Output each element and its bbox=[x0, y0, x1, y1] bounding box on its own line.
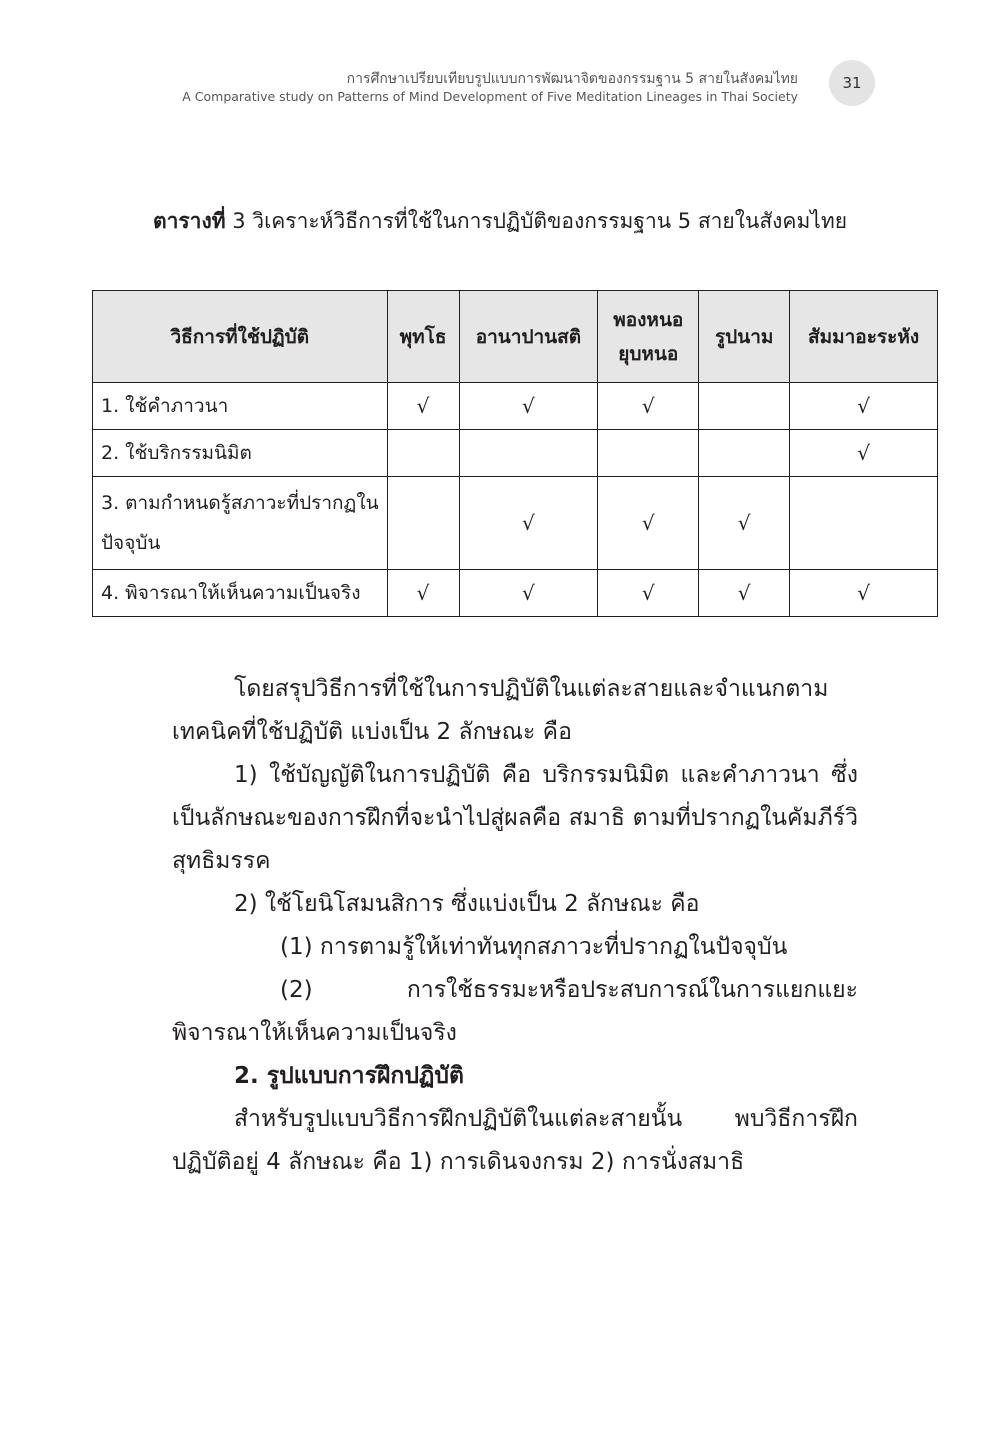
table-row bbox=[93, 430, 938, 477]
table-row bbox=[93, 477, 938, 570]
header-buddho: พุทโธ bbox=[387, 291, 459, 383]
method-cell: 4. พิจารณาให้เห็นความเป็นจริง bbox=[93, 570, 388, 617]
section-paragraph: สำหรับรูปแบบวิธีการฝึกปฏิบัติในแต่ละสายนั้น พบวิธีการฝึกปฏิบัติอยู่ 4 ลักษณะ คือ 1) การเดินจงกรม 2) การนั่งสมาธิ bbox=[172, 1106, 858, 1175]
summary-paragraph: โดยสรุปวิธีการที่ใช้ในการปฏิบัติในแต่ละสายและจำแนกตามเทคนิคที่ใช้ปฏิบัติ แบ่งเป็น 2 ลักษณะ คือ bbox=[172, 676, 829, 745]
check-mark bbox=[459, 430, 598, 477]
header-anapanasati: อานาปานสติ bbox=[459, 291, 598, 383]
header-samma-arahang: สัมมาอะระหัง bbox=[790, 291, 938, 383]
item-1-paragraph: 1) ใช้บัญญัติในการปฏิบัติ คือ บริกรรมนิมิต และคำภาวนา ซึ่งเป็นลักษณะของการฝึกที่จะนำไปสู่ผลคือ สมาธิ ตามที่ปรากฏในคัมภีร์วิสุทธิมรรค bbox=[172, 762, 858, 874]
header-method: วิธีการที่ใช้ปฏิบัติ bbox=[93, 291, 388, 383]
check-mark: √ bbox=[699, 477, 790, 570]
body-text bbox=[172, 668, 858, 1184]
header-pong-nor-yub-nor: พองหนอ ยุบหนอ bbox=[598, 291, 699, 383]
table-caption bbox=[0, 206, 1000, 236]
header-rupa-nama: รูปนาม bbox=[699, 291, 790, 383]
check-mark: √ bbox=[598, 570, 699, 617]
page-number: 31 bbox=[829, 60, 875, 106]
running-header-english: A Comparative study on Patterns of Mind Development of Five Meditation Lineages in Thai Society bbox=[182, 89, 798, 104]
methods-table bbox=[92, 290, 938, 617]
check-mark: √ bbox=[699, 570, 790, 617]
check-mark: √ bbox=[459, 477, 598, 570]
check-mark: √ bbox=[598, 477, 699, 570]
check-mark bbox=[598, 430, 699, 477]
method-cell: 1. ใช้คำภาวนา bbox=[93, 383, 388, 430]
check-mark bbox=[699, 383, 790, 430]
check-mark bbox=[790, 477, 938, 570]
check-mark bbox=[387, 477, 459, 570]
table-header-row bbox=[93, 291, 938, 383]
running-header-thai: การศึกษาเปรียบเทียบรูปแบบการพัฒนาจิตของกรรมฐาน 5 สายในสังคมไทย bbox=[346, 71, 798, 87]
check-mark: √ bbox=[790, 570, 938, 617]
item-2-1-paragraph: (1) การตามรู้ให้เท่าทันทุกสภาวะที่ปรากฏในปัจจุบัน bbox=[280, 934, 788, 960]
check-mark: √ bbox=[790, 383, 938, 430]
running-header bbox=[182, 70, 798, 106]
item-2-paragraph: 2) ใช้โยนิโสมนสิการ ซึ่งแบ่งเป็น 2 ลักษณะ คือ bbox=[234, 891, 700, 917]
check-mark bbox=[387, 430, 459, 477]
check-mark: √ bbox=[598, 383, 699, 430]
check-mark: √ bbox=[387, 570, 459, 617]
section-heading: 2. รูปแบบการฝึกปฏิบัติ bbox=[234, 1063, 464, 1089]
method-cell: 2. ใช้บริกรรมนิมิต bbox=[93, 430, 388, 477]
item-2-2-paragraph: (2) การใช้ธรรมะหรือประสบการณ์ในการแยกแยะพิจารณาให้เห็นความเป็นจริง bbox=[172, 977, 858, 1046]
check-mark bbox=[699, 430, 790, 477]
check-mark: √ bbox=[459, 383, 598, 430]
method-cell: 3. ตามกำหนดรู้สภาวะที่ปรากฏในปัจจุบัน bbox=[93, 477, 388, 570]
table-caption-text: 3 วิเคราะห์วิธีการที่ใช้ในการปฏิบัติของกรรมฐาน 5 สายในสังคมไทย bbox=[225, 209, 848, 233]
table-caption-label: ตารางที่ bbox=[152, 209, 226, 233]
check-mark: √ bbox=[459, 570, 598, 617]
check-mark: √ bbox=[387, 383, 459, 430]
table-row bbox=[93, 383, 938, 430]
check-mark: √ bbox=[790, 430, 938, 477]
table-row bbox=[93, 570, 938, 617]
